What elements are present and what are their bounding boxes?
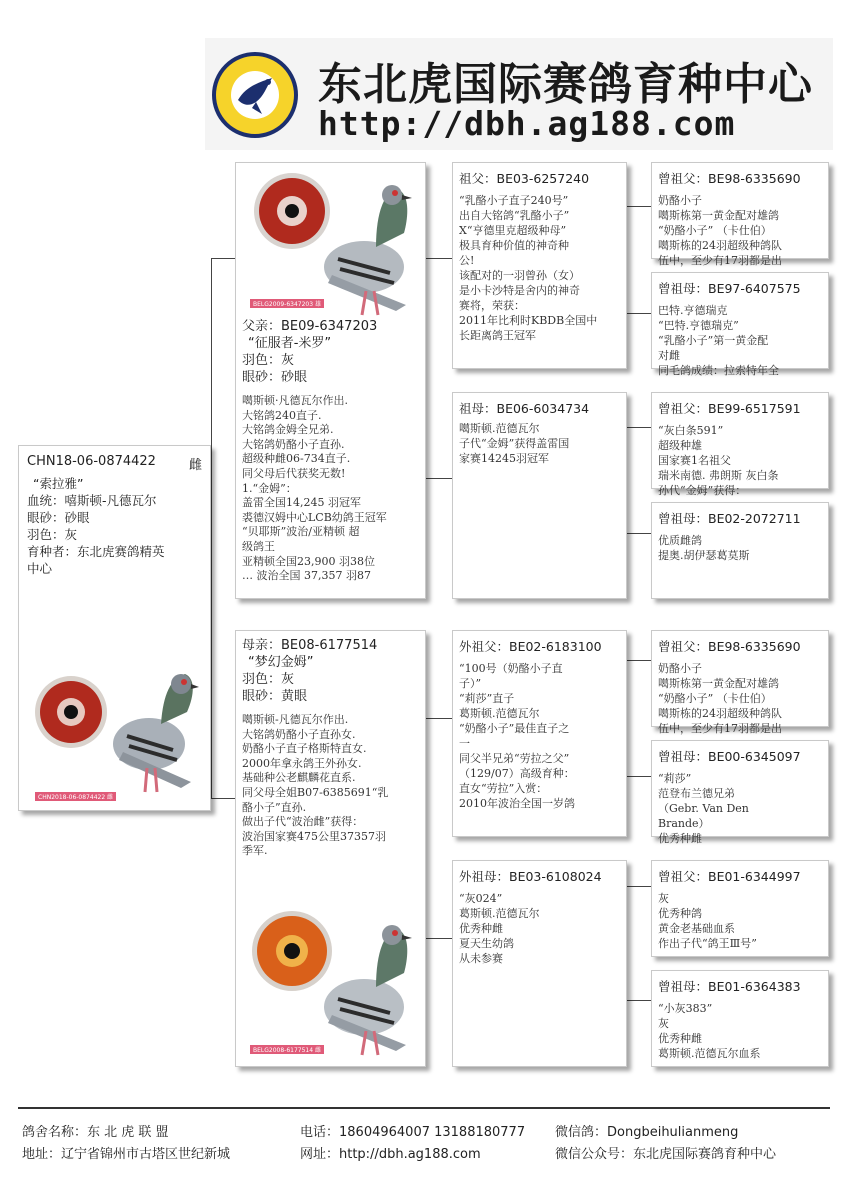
- note-line: 噶斯栋第一黄金配对雄鸽: [658, 209, 779, 222]
- sire-note-line: 超级种雌06-734直子.: [242, 452, 351, 466]
- connector: [426, 938, 452, 939]
- note-line: 噶斯栋的24羽超级种鸽队: [658, 239, 782, 252]
- great-grandparent-title: 曾祖母：BE00-6345097: [658, 749, 801, 764]
- ring-tag: BELG2008-6177514 雌: [250, 1045, 324, 1054]
- sire-note-line: 亚精顿全国23,900 羽38位: [242, 554, 375, 568]
- connector: [627, 533, 651, 534]
- grandparent-title: 祖父：BE03-6257240: [459, 171, 590, 186]
- grandparent-notes: [453, 417, 626, 466]
- dam-note-line: 奶酪小子直子格斯特直女.: [242, 742, 367, 756]
- note-line: 赛将，荣获：: [459, 299, 525, 312]
- ring-tag: BELG2009-6347203 雄: [250, 299, 324, 308]
- sire-name: “征服者-米罗”: [248, 336, 332, 351]
- note-line: 对雌: [658, 349, 680, 362]
- sire-color: 羽色：灰: [242, 353, 295, 368]
- note-line: “小灰383”: [658, 1002, 713, 1015]
- footer-website[interactable]: 网址：http://dbh.ag188.com: [300, 1147, 481, 1162]
- note-line: 子）”: [459, 677, 482, 690]
- footer-phone: 电话：18604964007 13188180777: [300, 1125, 526, 1140]
- page-url[interactable]: http://dbh.ag188.com: [318, 104, 736, 143]
- note-line: “莉莎”: [658, 772, 692, 785]
- grandparent-title: 外祖父：BE02-6183100: [459, 639, 602, 654]
- great-grandparent-notes: [652, 297, 828, 378]
- grandparent-card: [452, 630, 627, 837]
- dam-note-line: 季军.: [242, 844, 268, 858]
- grandparent-notes: [453, 655, 626, 811]
- note-line: 范登布兰德兄弟: [658, 787, 735, 800]
- great-grandparent-card: [651, 502, 829, 599]
- note-line: 伍中，至少有17羽都是出: [658, 254, 782, 267]
- great-grandparent-notes: [652, 765, 828, 846]
- note-line: 2011年比利时KBDB全国中: [459, 314, 598, 327]
- dam-ring: 母亲：BE08-6177514: [242, 638, 378, 653]
- note-line: 奶酪小子: [658, 662, 702, 675]
- great-grandparent-card: [651, 630, 829, 735]
- note-line: 公!: [459, 254, 475, 267]
- footer-wechat: 微信鸽：Dongbeihulianmeng: [555, 1125, 739, 1140]
- connector: [627, 427, 651, 428]
- note-line: 噶斯顿.范德瓦尔: [459, 422, 540, 435]
- dam-note-line: 同父母全姐B07-6385691“乳: [242, 785, 389, 799]
- note-line: 灰: [658, 892, 669, 905]
- note-line: 一: [459, 737, 470, 750]
- dam-notes: [236, 713, 394, 859]
- note-line: 优质雌鸽: [658, 534, 702, 547]
- great-grandparent-notes: [652, 885, 828, 951]
- note-line: 葛斯顿.范德瓦尔血系: [658, 1047, 761, 1060]
- great-grandparent-card: [651, 162, 829, 267]
- sire-note-line: 盖雷全国14,245 羽冠军: [242, 496, 361, 510]
- sire-eye: 眼砂：砂眼: [242, 370, 308, 385]
- sire-note-line: … 波治全国 37,357 羽87: [242, 569, 371, 583]
- note-line: （Gebr. Van Den: [658, 802, 749, 815]
- note-line: 出自大铭鸽“乳酪小子”: [459, 209, 570, 222]
- great-grandparent-title: 曾祖父：BE98-6335690: [658, 171, 801, 186]
- subject-breeder-cont: 中心: [27, 561, 53, 576]
- grandparent-card: [452, 162, 627, 369]
- note-line: 优秀种雌: [658, 1032, 702, 1045]
- note-line: 超级种雄: [658, 439, 702, 452]
- pigeon-photo: [246, 903, 418, 1063]
- connector: [627, 660, 651, 661]
- connector: [211, 258, 235, 259]
- ring-tag: CHN2018-06-0874422 雌: [35, 792, 116, 801]
- great-grandparent-notes: [652, 995, 828, 1061]
- footer-loft: 鸽舍名称：东 北 虎 联 盟: [22, 1125, 169, 1140]
- great-grandparent-title: 曾祖母：BE02-2072711: [658, 511, 801, 526]
- footer-official-account: 微信公众号：东北虎国际赛鸽育种中心: [555, 1147, 777, 1162]
- subject-breeder: 育种者：东北虎赛鸽精英: [27, 544, 165, 559]
- note-line: 优秀种雌: [658, 832, 702, 845]
- note-line: 葛斯顿.范德瓦尔: [459, 707, 540, 720]
- dam-eye: 眼砂：黄眼: [242, 689, 308, 704]
- sire-note-line: 大铭鸽240直子.: [242, 408, 322, 422]
- connector: [627, 886, 651, 887]
- sire-note-line: 1.“金姆”：: [242, 481, 297, 495]
- note-line: 优秀种雌: [459, 922, 503, 935]
- note-line: 子代“金姆”获得盖雷国: [459, 437, 570, 450]
- note-line: 葛斯顿.范德瓦尔: [459, 907, 540, 920]
- dam-note-line: 做出子代“波治雌”获得：: [242, 815, 364, 829]
- note-line: 优秀种鸽: [658, 907, 702, 920]
- note-line: 该配对的一羽曾孙（女）: [459, 269, 580, 282]
- note-line: 提奥.胡伊瑟葛莫斯: [658, 549, 750, 562]
- subject-ring: CHN18-06-0874422: [27, 454, 156, 469]
- great-grandparent-notes: [652, 417, 828, 498]
- note-line: “乳酪小子直子240号”: [459, 194, 569, 207]
- great-grandparent-card: [651, 970, 829, 1067]
- sire-notes: [236, 394, 393, 584]
- note-line: 是小卡沙特是舍内的神奇: [459, 284, 580, 297]
- note-line: “巴特.亨德瑞克”: [658, 319, 739, 332]
- great-grandparent-card: [651, 392, 829, 497]
- great-grandparent-card: [651, 740, 829, 845]
- note-line: “奶酪小子”最佳直子之: [459, 722, 570, 735]
- sire-note-line: 大铭鸽金姆全兄弟.: [242, 423, 334, 437]
- note-line: 巴特.亨德瑞克: [658, 304, 728, 317]
- note-line: 孙代“金姆”获得：: [658, 484, 747, 497]
- note-line: 国家赛1名祖父: [658, 454, 731, 467]
- sire-note-line: 裘德汉姆中心LCB幼鸽王冠军: [242, 510, 387, 524]
- pigeon-photo: [246, 167, 418, 317]
- grandparent-title: 祖母：BE06-6034734: [459, 401, 590, 416]
- pigeon-logo-icon: [216, 56, 294, 134]
- note-line: 灰: [658, 1017, 669, 1030]
- sire-note-line: 同父母后代获奖无数!: [242, 466, 346, 480]
- footer-divider: [18, 1107, 830, 1109]
- note-line: 夏天生幼鸽: [459, 937, 514, 950]
- sire-card: [235, 162, 426, 599]
- dam-note-line: 基础种公老麒麟花直系.: [242, 771, 356, 785]
- dam-note-line: 波治国家赛475公里37357羽: [242, 829, 386, 843]
- great-grandparent-title: 曾祖母：BE97-6407575: [658, 281, 801, 296]
- dam-note-line: 大铭鸽奶酪小子直孙女.: [242, 727, 356, 741]
- grandparent-notes: [453, 885, 626, 966]
- connector: [426, 478, 452, 479]
- dam-card: [235, 630, 426, 1067]
- subject-bloodline: 血统：嘻斯顿-凡德瓦尔: [27, 493, 157, 508]
- great-grandparent-card: [651, 272, 829, 377]
- grandparent-title: 外祖母：BE03-6108024: [459, 869, 602, 884]
- note-line: “灰白条591”: [658, 424, 724, 437]
- note-line: 同毛鸽成绩：拉索特年全: [658, 364, 779, 377]
- note-line: 作出子代“鸽王Ⅲ号”: [658, 937, 757, 950]
- dam-note-line: 2000年拿永鸽王外孙女.: [242, 756, 362, 770]
- great-grandparent-title: 曾祖父：BE99-6517591: [658, 401, 801, 416]
- sire-note-line: 大铭鸽奶酪小子直孙.: [242, 437, 345, 451]
- great-grandparent-notes: [652, 527, 828, 563]
- sire-note-line: 级鸽王: [242, 539, 275, 553]
- note-line: X“亨德里克超级种母”: [459, 224, 567, 237]
- note-line: 同父半兄弟“劳拉之父”: [459, 752, 570, 765]
- great-grandparent-notes: [652, 655, 828, 736]
- note-line: “莉莎”直子: [459, 692, 515, 705]
- subject-name: “索拉雅”: [33, 476, 84, 491]
- pigeon-photo: [31, 654, 201, 804]
- note-line: “乳酪小子”第一黄金配: [658, 334, 769, 347]
- sire-note-line: 噶斯顿·凡德瓦尔作出.: [242, 394, 348, 407]
- note-line: “灰024”: [459, 892, 503, 905]
- connector: [211, 258, 212, 798]
- note-line: “奶酪小子” （卡仕伯）: [658, 692, 772, 705]
- subject-color: 羽色：灰: [27, 527, 78, 542]
- subject-eye: 眼砂：砂眼: [27, 510, 90, 525]
- great-grandparent-title: 曾祖父：BE98-6335690: [658, 639, 801, 654]
- note-line: 长距离鸽王冠军: [459, 329, 536, 342]
- subject-card: [18, 445, 211, 811]
- connector: [627, 776, 651, 777]
- great-grandparent-title: 曾祖父：BE01-6344997: [658, 869, 801, 884]
- connector: [426, 258, 452, 259]
- note-line: （129/07）高级育种：: [459, 767, 575, 780]
- note-line: 噶斯栋第一黄金配对雄鸽: [658, 677, 779, 690]
- page-title: 东北虎国际赛鸽育种中心: [318, 59, 813, 110]
- sire-ring: 父亲：BE09-6347203: [242, 319, 378, 334]
- dam-color: 羽色：灰: [242, 672, 295, 687]
- connector: [426, 718, 452, 719]
- great-grandparent-notes: [652, 187, 828, 268]
- note-line: Brande）: [658, 817, 710, 830]
- note-line: 瑞米南德. 弗朗斯 灰白条: [658, 469, 779, 482]
- dam-note-line: 酪小子”直孙.: [242, 800, 307, 814]
- dam-note-line: 噶斯顿-凡德瓦尔作出.: [242, 713, 349, 726]
- note-line: 直女“劳拉”入赏：: [459, 782, 548, 795]
- note-line: 噶斯栋的24羽超级种鸽队: [658, 707, 782, 720]
- note-line: 2010年波治全国一岁鸽: [459, 797, 575, 810]
- note-line: 黄金老基础血系: [658, 922, 735, 935]
- connector: [627, 313, 651, 314]
- note-line: “100号（奶酪小子直: [459, 662, 563, 675]
- note-line: 从未参赛: [459, 952, 503, 965]
- note-line: 家赛14245羽冠军: [459, 452, 549, 465]
- connector: [627, 1000, 651, 1001]
- footer-address: 地址：辽宁省锦州市古塔区世纪新城: [22, 1147, 231, 1162]
- note-line: “奶酪小子” （卡仕伯）: [658, 224, 772, 237]
- grandparent-card: [452, 860, 627, 1067]
- note-line: 奶酪小子: [658, 194, 702, 207]
- great-grandparent-title: 曾祖母：BE01-6364383: [658, 979, 801, 994]
- connector: [627, 206, 651, 207]
- grandparent-card: [452, 392, 627, 599]
- note-line: 伍中，至少有17羽都是出: [658, 722, 782, 735]
- logo: [212, 52, 298, 138]
- note-line: 极具育种价值的神奇种: [459, 239, 569, 252]
- connector: [211, 798, 235, 799]
- sire-note-line: “贝耶斯”波治/亚精顿 超: [242, 525, 360, 539]
- subject-sex: 雌: [188, 458, 202, 473]
- great-grandparent-card: [651, 860, 829, 957]
- dam-name: “梦幻金姆”: [248, 655, 314, 670]
- grandparent-notes: [453, 187, 626, 343]
